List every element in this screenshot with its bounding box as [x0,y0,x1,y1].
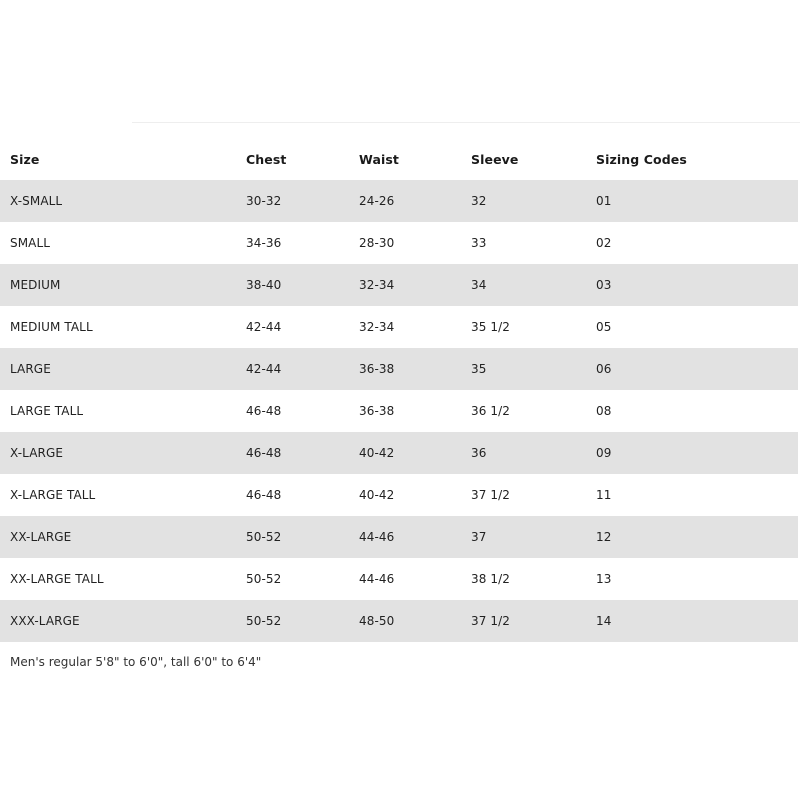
table-row [0,558,798,600]
cell-sizing-code: 01 [596,194,612,208]
cell-sizing-code: 14 [596,614,612,628]
cell-sizing-code: 08 [596,404,612,418]
table-row [0,180,798,222]
cell-sizing-code: 09 [596,446,612,460]
cell-chest: 30-32 [246,194,282,208]
table-row [0,432,798,474]
cell-size: XX-LARGE [10,530,72,544]
cell-sleeve: 34 [471,278,487,292]
cell-size: LARGE TALL [10,404,84,418]
cell-waist: 36-38 [359,404,395,418]
table-body [0,180,798,642]
cell-sleeve: 35 1/2 [471,320,510,334]
cell-sleeve: 32 [471,194,487,208]
cell-size: X-SMALL [10,194,63,208]
table-row [0,390,798,432]
cell-size: MEDIUM [10,278,61,292]
cell-size: X-LARGE TALL [10,488,96,502]
cell-size: LARGE [10,362,51,376]
cell-size: XX-LARGE TALL [10,572,104,586]
header-chest: Chest [246,151,287,167]
cell-sizing-code: 02 [596,236,612,250]
table-row [0,222,798,264]
cell-sleeve: 36 1/2 [471,404,510,418]
cell-sizing-code: 06 [596,362,612,376]
header-sizing-codes: Sizing Codes [596,151,687,167]
cell-sizing-code: 11 [596,488,612,502]
cell-chest: 50-52 [246,530,282,544]
cell-sleeve: 35 [471,362,487,376]
cell-waist: 40-42 [359,446,395,460]
cell-sizing-code: 13 [596,572,612,586]
cell-chest: 42-44 [246,320,282,334]
cell-chest: 46-48 [246,404,282,418]
cell-waist: 32-34 [359,278,395,292]
cell-chest: 34-36 [246,236,282,250]
cell-sizing-code: 03 [596,278,612,292]
table-header-row [0,138,798,180]
cell-waist: 44-46 [359,530,395,544]
cell-sleeve: 37 1/2 [471,614,510,628]
size-chart-table [0,138,798,642]
top-divider [132,122,800,123]
table-row [0,264,798,306]
cell-sizing-code: 05 [596,320,612,334]
header-size: Size [10,151,40,167]
cell-sleeve: 36 [471,446,487,460]
cell-sleeve: 37 1/2 [471,488,510,502]
header-waist: Waist [359,151,399,167]
cell-waist: 40-42 [359,488,395,502]
cell-sizing-code: 12 [596,530,612,544]
cell-chest: 46-48 [246,446,282,460]
cell-chest: 46-48 [246,488,282,502]
cell-chest: 50-52 [246,614,282,628]
table-row [0,600,798,642]
table-row [0,474,798,516]
header-sleeve: Sleeve [471,151,519,167]
cell-size: X-LARGE [10,446,64,460]
table-row [0,516,798,558]
cell-size: XXX-LARGE [10,614,80,628]
table-row [0,348,798,390]
cell-waist: 36-38 [359,362,395,376]
cell-waist: 28-30 [359,236,395,250]
table-row [0,306,798,348]
cell-sleeve: 37 [471,530,487,544]
height-footnote: Men's regular 5'8" to 6'0", tall 6'0" to 6'4" [10,655,262,669]
cell-sleeve: 38 1/2 [471,572,510,586]
cell-waist: 48-50 [359,614,395,628]
cell-chest: 50-52 [246,572,282,586]
cell-chest: 42-44 [246,362,282,376]
cell-size: MEDIUM TALL [10,320,93,334]
cell-chest: 38-40 [246,278,282,292]
cell-waist: 24-26 [359,194,395,208]
cell-waist: 44-46 [359,572,395,586]
cell-waist: 32-34 [359,320,395,334]
cell-size: SMALL [10,236,51,250]
cell-sleeve: 33 [471,236,487,250]
